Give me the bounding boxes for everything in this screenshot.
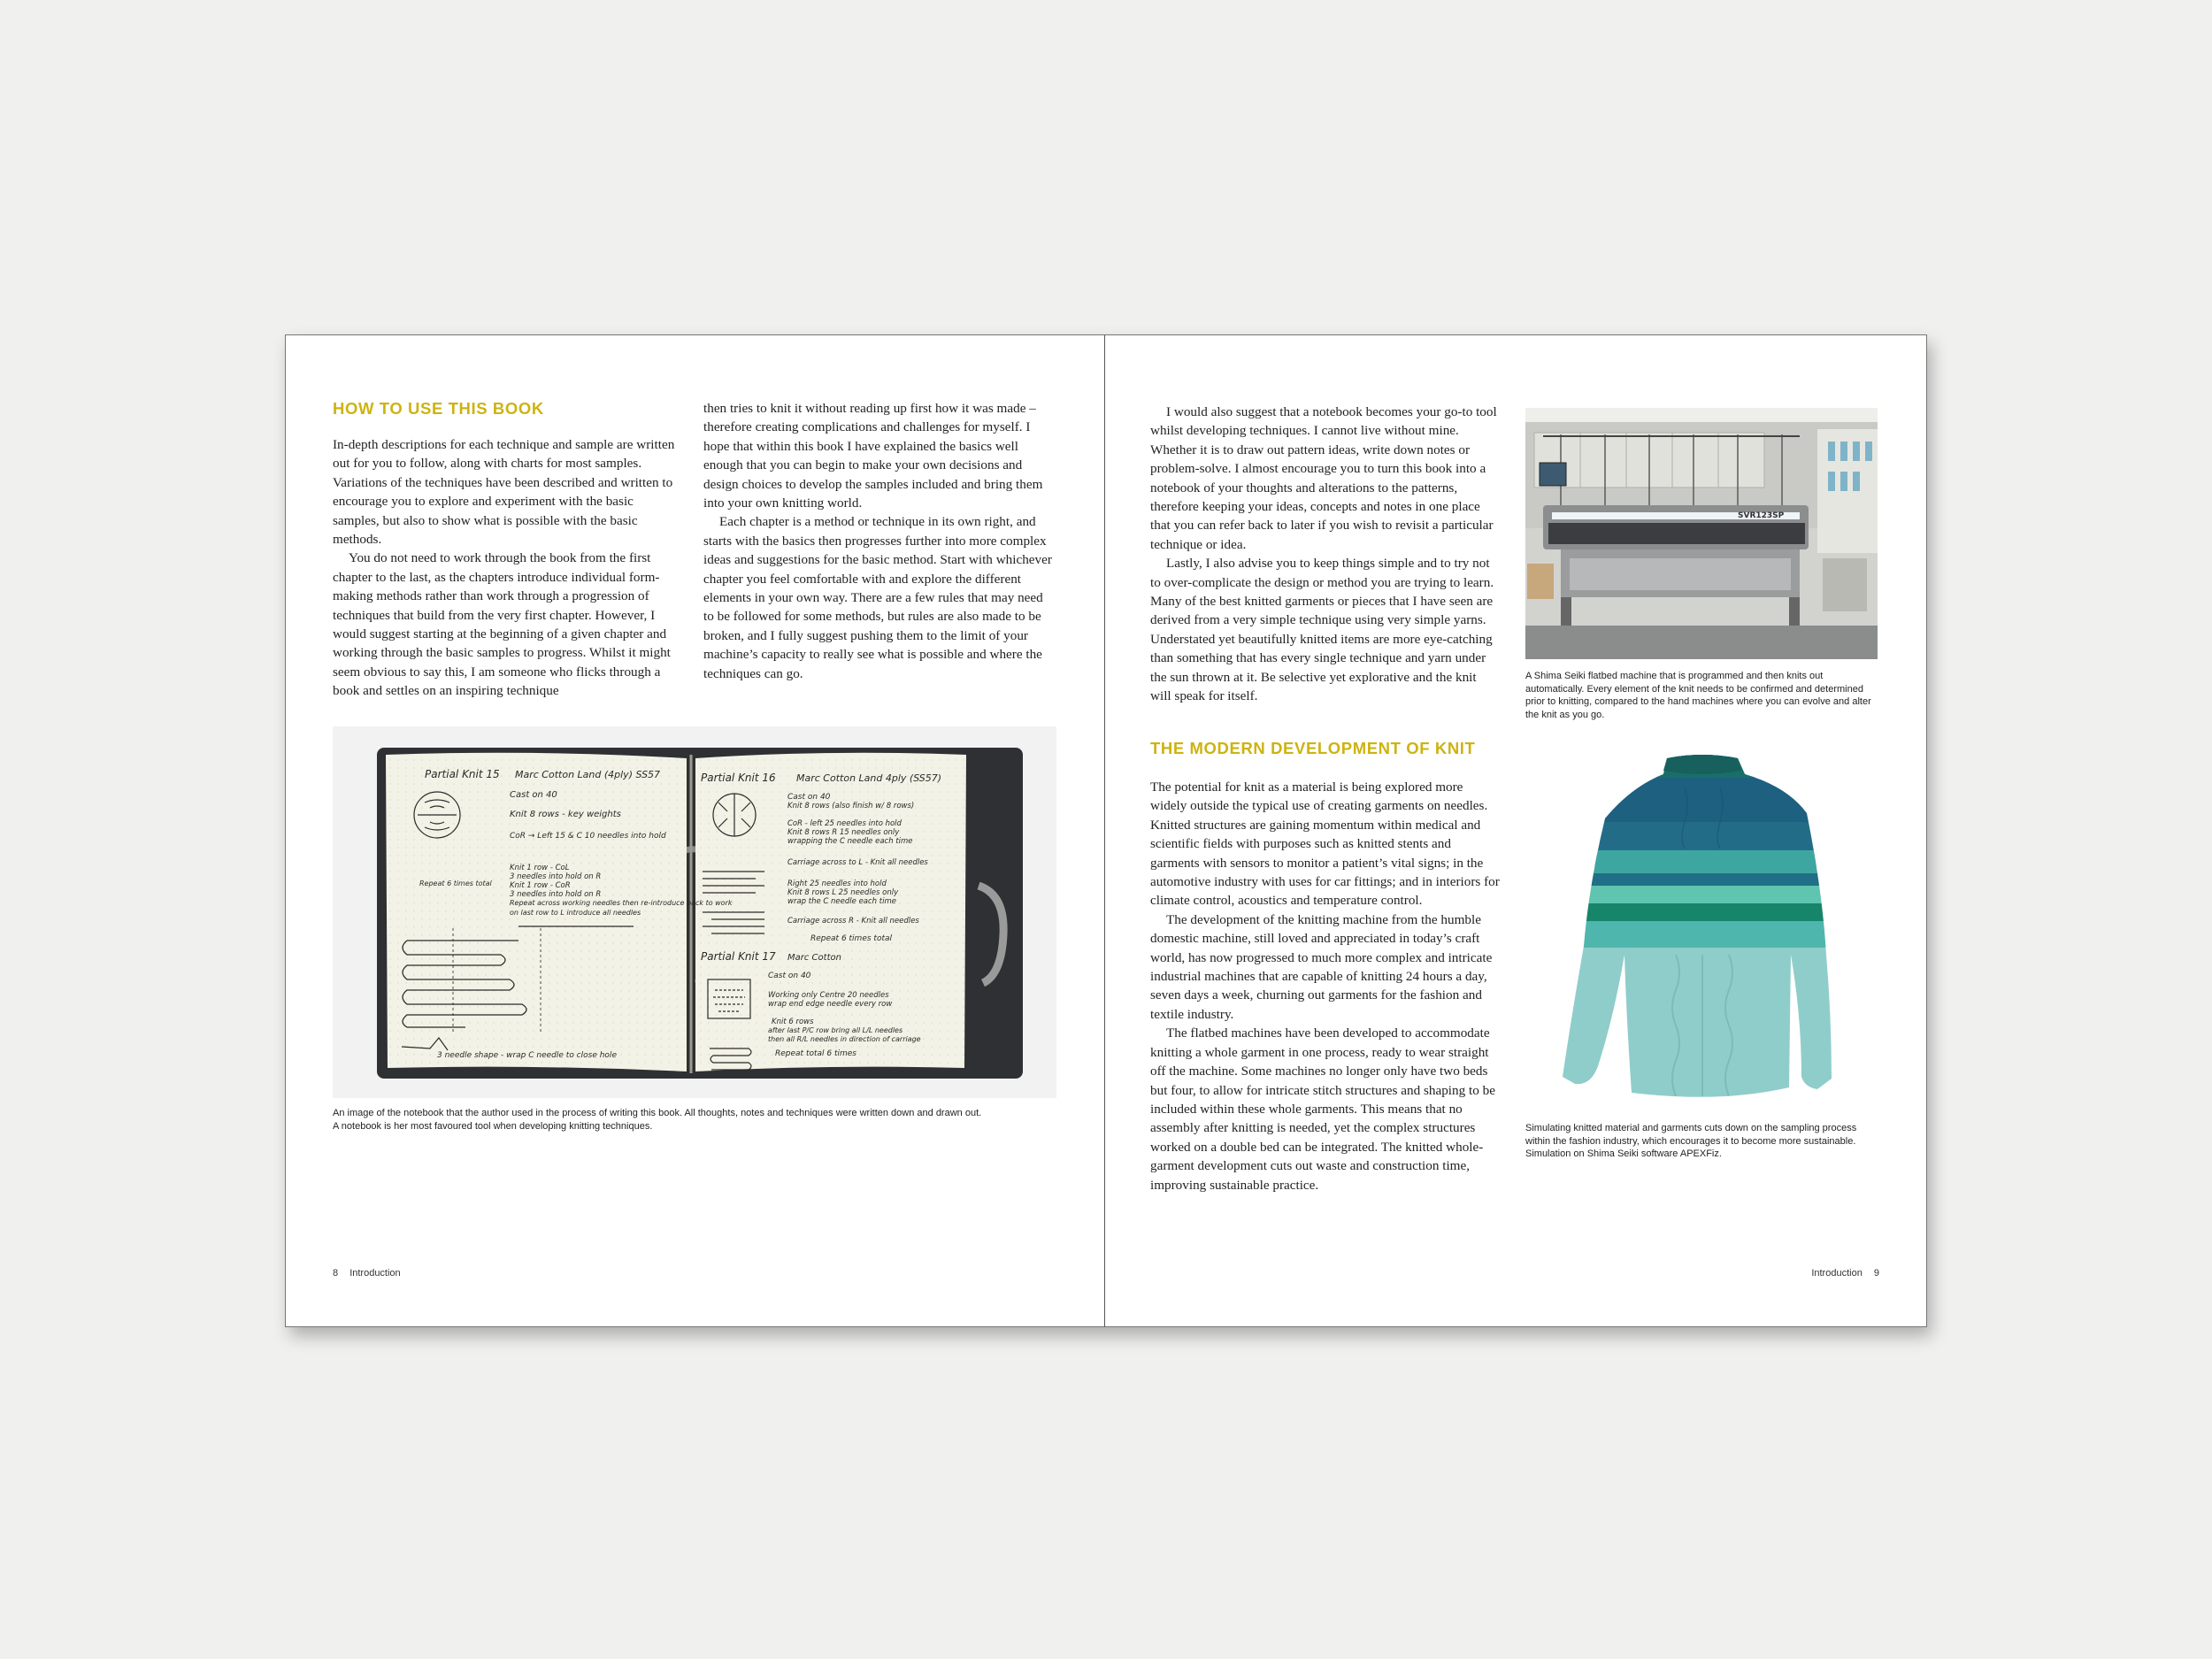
paragraph: The development of the knitting machine from the humble domestic machine, still loved and appreciated in today’s craft world, has now progressed to much more complex and intricate industrial machines that are capable of knitting 24 hours a day, seven days a week, churning out garments for the fashion and textile industry. [1150, 911, 1493, 1022]
note-line: Knit 6 rows [772, 1018, 814, 1026]
machine-caption: A Shima Seiki flatbed machine that is programmed and then knits out automatically. Every element of the knit needs to be confirmed and determined prior to knitting, compared to the hand machines where you can evolve and alter the knit as you go. [1525, 671, 1871, 720]
note-line: Knit 8 rows (also finish w/ 8 rows) [787, 802, 915, 810]
paragraph: Each chapter is a method or technique in its own right, and starts with the basics then progresses further into more complex ideas and suggestions for the basic method. Start with whichever chapter you feel comfortable with and explore the different elements in your own way. There are a few rules that may need to be followed for some methods, but rules are also made to be broken, and I fully suggest pushing them to the limit of your machine’s capacity to really see what is possible and where the techniques can go. [703, 514, 1052, 681]
paragraph: In-depth descriptions for each technique and sample are written out for you to follow, along with charts for most samples. Variations of the techniques have been described and written to encourage you to explore and experiment with the basic samples, but also to show what is possible with the basic methods. [333, 437, 675, 548]
knitting-machine-photo [1525, 408, 1878, 659]
running-footer: Introduction [1811, 1268, 1863, 1279]
caption-line: An image of the notebook that the author used in the process of writing this book. All thoughts, notes and techniques were written down and drawn out. [333, 1108, 982, 1118]
paragraph: Lastly, I also advise you to keep things simple and to try not to over-complicate the design or method you are trying to learn. Many of the best knitted garments or pieces that I have seen are derived from a very simple technique using very simple yarns. Understated yet beautifully knitted items are more eye-catching than something that has every single technique and yarn under the sun thrown at it. Be selective yet explorative and the knit will speak for itself. [1150, 556, 1494, 704]
page-footer-left [333, 1268, 401, 1279]
paragraph: The potential for knit as a material is being explored more widely outside the typical use of creating garments on needles. Knitted structures are gaining momentum within medical and scientific fields with purposes such as knitted stents and garments with sensors to monitor a patient’s vital signs; in the automotive industry with uses for car fittings; and in interiors for climate control, acoustics and temperature control. [1150, 780, 1500, 909]
note-line: Cast on 40 [787, 793, 831, 802]
left-page [285, 334, 1105, 1327]
note-line: Repeat across working needles then re-introduce back to work [510, 899, 733, 907]
notebook-caption [333, 1107, 1058, 1133]
note-line: Knit 8 rows R 15 needles only [787, 828, 900, 837]
sweater-simulation-image [1525, 751, 1878, 1114]
note-line: Knit 8 rows - key weights [510, 810, 621, 819]
text-column-2 [703, 399, 1056, 683]
note-yarn: Marc Cotton Land (4ply) SS57 [515, 769, 661, 780]
paragraph: The flatbed machines have been developed to accommodate knitting a whole garment in one process, ready to wear straight off the machine. Some machines no longer only have two beds but four, to allow for intricate stitch structures and shaping to be included within these whole garments. This means that no assembly after knitting is needed, yet the complex structures worked on a double bed can be integrated. The knitted whole-garment development cuts out waste and construction time, improving sustainable practice. [1150, 1025, 1495, 1193]
note-line: CoR → Left 15 & C 10 needles into hold [510, 832, 666, 841]
note-bottom: 3 needle shape - wrap C needle to close hole [437, 1051, 617, 1060]
note-line: Carriage across R - Knit all needles [787, 917, 919, 926]
note-line: Knit 1 row - CoR [510, 881, 571, 890]
note-yarn: Marc Cotton Land 4ply (SS57) [796, 772, 942, 784]
notebook-illustration [333, 726, 1056, 1098]
sweater-caption: Simulating knitted material and garments cuts down on the sampling process within the fashion industry, which encourages it to become more sustainable. Simulation on Shima Seiki software APEXFiz. [1525, 1123, 1857, 1159]
note-title: Partial Knit 16 [701, 772, 776, 784]
machine-model-label: SVR123SP [1738, 511, 1785, 520]
note-line: after last P/C row bring all L/L needles [768, 1026, 903, 1034]
note-line: wrap end edge needle every row [768, 1000, 893, 1009]
note-line: wrap the C needle each time [787, 897, 896, 906]
section-heading: HOW TO USE THIS BOOK [333, 399, 544, 418]
note-side: Repeat 6 times total [419, 879, 492, 887]
note-line: then all R/L needles in direction of carriage [768, 1035, 921, 1043]
note-title: Partial Knit 17 [701, 950, 776, 963]
note-line: Knit 8 rows L 25 needles only [787, 888, 899, 897]
caption-line: A notebook is her most favoured tool when developing knitting techniques. [333, 1120, 653, 1132]
note-line: Right 25 needles into hold [787, 879, 887, 888]
section-heading: THE MODERN DEVELOPMENT OF KNIT [1150, 739, 1476, 757]
sweater-illustration [1525, 751, 1878, 1114]
text-column-1 [333, 435, 681, 701]
page-footer-right [1811, 1268, 1879, 1279]
page-number: 8 [333, 1268, 339, 1279]
paragraph: I would also suggest that a notebook becomes your go-to tool whilst developing techniques. I cannot live without mine. Whether it is to draw out pattern ideas, write down notes or problem-solve. I almost encourage you to turn this book into a notebook of your thoughts and alterations to the patterns, therefore keeping your ideas, concepts and notes in one place that you can refer back to later if you wish to revisit a particular technique or idea. [1150, 404, 1497, 552]
note-line: Knit 1 row - CoL [510, 864, 570, 872]
text-column-body [1150, 778, 1501, 1194]
note-yarn: Marc Cotton [787, 953, 841, 963]
note-line: Working only Centre 20 needles [768, 991, 889, 1000]
note-title: Partial Knit 15 [425, 768, 500, 780]
note-line: Cast on 40 [510, 790, 557, 800]
note-line: Repeat 6 times total [810, 934, 892, 943]
page-number: 9 [1873, 1268, 1879, 1279]
running-footer: Introduction [349, 1268, 401, 1279]
note-line: CoR - left 25 needles into hold [787, 819, 902, 828]
book-spread [285, 334, 1926, 1327]
machine-illustration [1525, 408, 1878, 659]
note-line: 3 needles into hold on R [510, 890, 602, 899]
paragraph: then tries to knit it without reading up first how it was made – therefore creating complications and challenges for myself. I hope that within this book I have explained the basics well enough that you can begin to make your own decisions and design choices to develop the samples included and bring them into your own knitting world. [703, 401, 1043, 511]
paragraph: You do not need to work through the book from the first chapter to the last, as the chapters introduce individual form-making methods rather than work through a progression of techniques that build from the very first chapter. However, I would suggest starting at the beginning of a given chapter and working through the basic samples to progress. Whilst it might seem obvious to say this, I am someone who flicks through a book and settles on an inspiring technique [333, 550, 671, 699]
note-line: Repeat total 6 times [775, 1049, 856, 1058]
sweater-body [1525, 751, 1878, 1114]
note-line: Cast on 40 [768, 972, 811, 980]
note-line: Carriage across to L - Knit all needles [787, 858, 928, 867]
text-column-intro [1150, 403, 1501, 706]
note-line: on last row to L introduce all needles [510, 909, 641, 917]
notebook-photo [333, 726, 1056, 1098]
right-page [1104, 334, 1927, 1327]
note-line: 3 needles into hold on R [510, 872, 602, 881]
note-line: wrapping the C needle each time [787, 837, 913, 846]
